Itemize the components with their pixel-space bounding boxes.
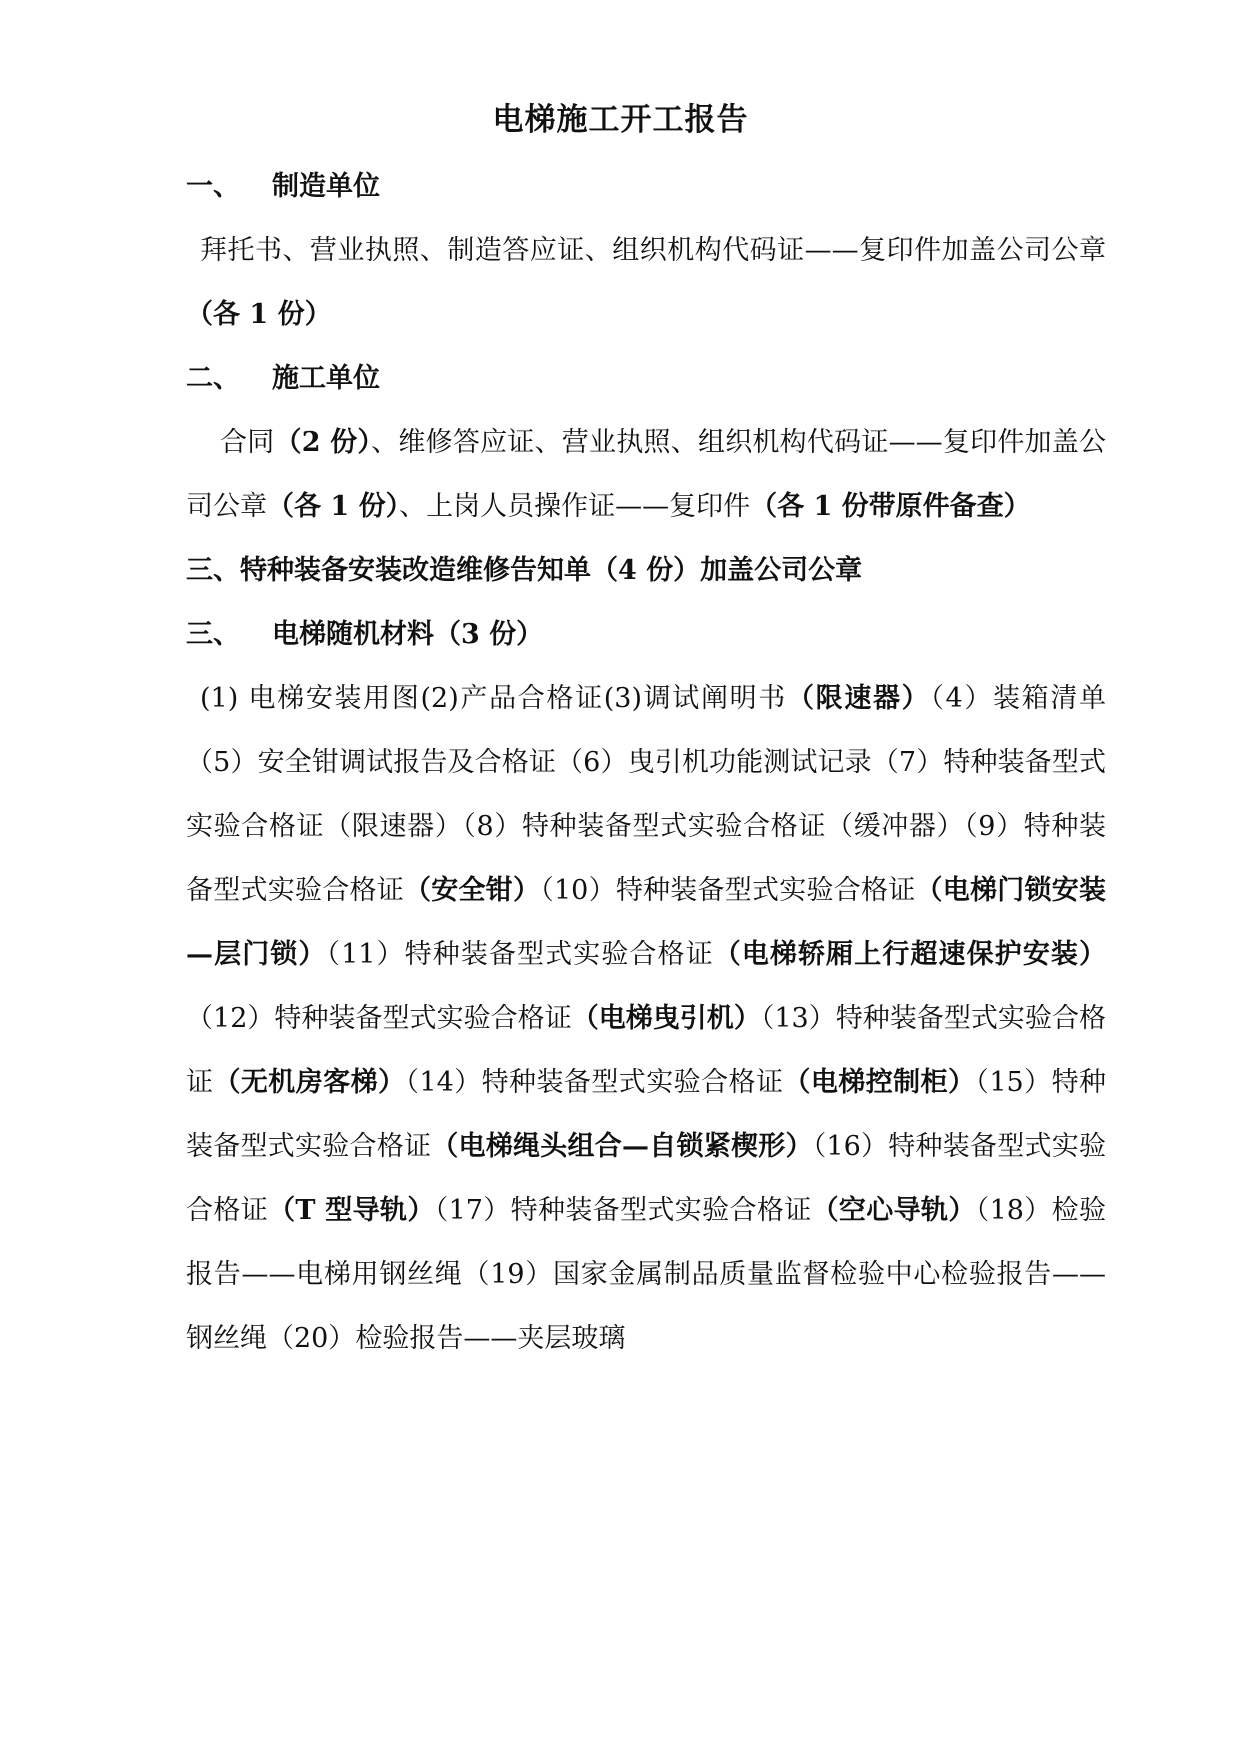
document-body — [186, 155, 1106, 1371]
materials-text-09: （16）特种装备型式实验合格证 — [186, 1131, 1107, 1226]
materials-bold-06: （无机房客梯） — [213, 1067, 406, 1098]
section-3b-heading — [186, 603, 1106, 667]
section-2-bold-2: （各 1 份） — [267, 491, 400, 522]
materials-text-08: （15）特种装备型式实验合格证 — [186, 1067, 1107, 1162]
materials-text-11: （18）检验报告——电梯用钢丝绳（19）国家金属制品质量监督检验中心检验报告——钢丝绳（20）检验报告——夹层玻璃 — [186, 1195, 1107, 1354]
materials-bold-03: （电梯门锁安装—层门锁） — [186, 875, 1107, 970]
section-2-text-3: 、上岗人员操作证——复印件 — [399, 491, 751, 522]
section-1-text: 拜托书、营业执照、制造答应证、组织机构代码证——复印件加盖公司公章 — [200, 235, 1106, 266]
materials-bold-02: （安全钳） — [403, 875, 541, 906]
section-2-text-1: 合同 — [220, 427, 275, 458]
section-2-heading — [186, 347, 1106, 411]
materials-bold-01: （限速器） — [786, 683, 931, 714]
materials-bold-10: （空心导轨） — [811, 1195, 976, 1226]
section-3b-body — [186, 667, 1106, 1371]
materials-bold-07: （电梯控制柜） — [783, 1067, 976, 1098]
section-2-number: 二、 — [186, 363, 240, 394]
materials-bold-09: （T 型导轨） — [268, 1195, 435, 1226]
materials-bold-04: （电梯轿厢上行超速保护安装） — [713, 939, 1107, 970]
section-1-title: 制造单位 — [272, 171, 380, 202]
materials-text-01: (1) 电梯安装用图(2)产品合格证(3)调试阐明书 — [200, 683, 787, 714]
section-3b-number: 三、 — [186, 619, 240, 650]
section-1-count: （各 1 份） — [186, 299, 332, 330]
section-2-body — [186, 411, 1106, 539]
section-2-title: 施工单位 — [272, 363, 380, 394]
section-2-text-2: 、维修答应证、营业执照、组织机构代码证——复印件加盖公司公章 — [186, 427, 1107, 522]
section-1-heading — [186, 155, 1106, 219]
section-1-body — [186, 219, 1106, 347]
materials-text-07: （14）特种装备型式实验合格证 — [405, 1067, 784, 1098]
section-1-number: 一、 — [186, 171, 240, 202]
materials-text-03: （10）特种装备型式实验合格证 — [540, 875, 916, 906]
section-2-bold-1: （2 份） — [274, 427, 372, 458]
section-3a-heading: 三、特种装备安装改造维修告知单（4 份）加盖公司公章 — [186, 555, 863, 586]
materials-text-05: （12）特种装备型式实验合格证 — [186, 1003, 572, 1034]
materials-text-06: （13）特种装备型式实验合格证 — [186, 1003, 1106, 1098]
materials-bold-08: （电梯绳头组合—自锁紧楔形） — [431, 1131, 813, 1162]
section-2-bold-3: （各 1 份带原件备查） — [750, 491, 1031, 522]
section-3b-title: 电梯随机材料（3 份） — [272, 619, 544, 650]
materials-bold-05: （电梯曳引机） — [571, 1003, 761, 1034]
materials-text-10: （17）特种装备型式实验合格证 — [434, 1195, 812, 1226]
materials-text-04: （11）特种装备型式实验合格证 — [326, 939, 714, 970]
materials-text-02: （4）装箱清单（5）安全钳调试报告及合格证（6）曳引机功能测试记录（7）特种装备型式实验合格证（限速器）（8）特种装备型式实验合格证（缓冲器）（9）特种装备型式实验合格证 — [186, 683, 1107, 906]
document-title: 电梯施工开工报告 — [492, 102, 749, 138]
